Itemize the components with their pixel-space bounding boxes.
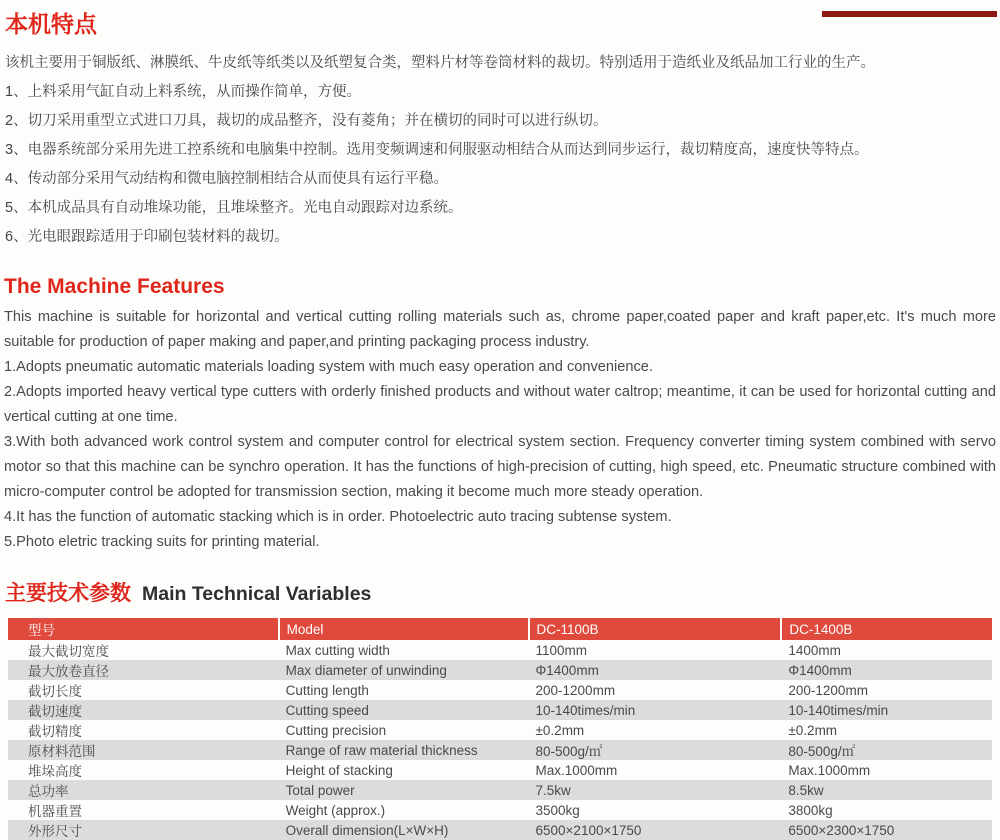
table-row: [8, 740, 992, 760]
spec-value-dc1100b: Φ1400mm: [535, 662, 599, 678]
cn-feature-item: 5、本机成品具有自动堆垛功能，且堆垛整齐。光电自动跟踪对边系统。: [5, 200, 463, 216]
specs-title-en: Main Technical Variables: [142, 583, 372, 605]
table-row: [8, 700, 992, 720]
spec-value-dc1100b: 6500×2100×1750: [535, 822, 642, 838]
table-row: [8, 820, 992, 840]
cn-feature-item: 3、电器系统部分采用先进工控系统和电脑集中控制。选用变频调速和伺服驱动相结合从而达到同步运行，裁切精度高，速度快等特点。: [5, 142, 869, 158]
table-row: [8, 760, 992, 780]
specs-header-model-en: Model: [279, 618, 529, 640]
table-row: [8, 780, 992, 800]
specs-header-dc1400b: DC-1400B: [781, 618, 992, 640]
spec-name-cn: 最大截切宽度: [28, 644, 109, 659]
spec-name-cn: 截切精度: [28, 724, 82, 739]
spec-name-cn: 机器重置: [28, 804, 82, 819]
spec-value-dc1400b: Φ1400mm: [788, 662, 852, 678]
machine-features-cn-section: [5, 49, 995, 252]
cn-feature-item: 4、传动部分采用气动结构和微电脑控制相结合从而使具有运行平稳。: [5, 171, 449, 187]
en-feature-item: 2.Adopts imported heavy vertical type cutters with orderly finished products and without water caltrop; meantime, it can be used for horizontal cutting and vertical cutting at one time.: [4, 384, 996, 425]
spec-name-cn: 最大放卷直径: [28, 664, 109, 679]
spec-value-dc1400b: Max.1000mm: [788, 762, 871, 778]
spec-value-dc1100b: 80-500g/㎡: [535, 744, 603, 759]
specs-header-row: [8, 618, 992, 640]
spec-name-cn: 原材料范围: [28, 744, 96, 759]
spec-value-dc1400b: 80-500g/㎡: [788, 744, 856, 759]
machine-features-en-section: [4, 305, 996, 555]
spec-value-dc1100b: 1100mm: [535, 642, 588, 658]
cn-feature-item: 1、上料采用气缸自动上料系统，从而操作简单，方便。: [5, 84, 362, 100]
specs-header-model-cn: 型号: [8, 618, 279, 640]
specs-section-heading: [5, 581, 995, 606]
spec-name-en: Weight (approx.): [285, 802, 386, 818]
spec-value-dc1100b: 200-1200mm: [535, 682, 616, 698]
en-feature-item: 5.Photo eletric tracking suits for printing material.: [4, 534, 320, 550]
spec-value-dc1400b: 6500×2300×1750: [788, 822, 895, 838]
spec-name-en: Height of stacking: [285, 762, 393, 778]
spec-value-dc1400b: ±0.2mm: [788, 722, 838, 738]
header-accent-bar: [822, 11, 997, 17]
spec-name-cn: 堆垛高度: [28, 764, 82, 779]
spec-value-dc1400b: 1400mm: [788, 642, 841, 658]
spec-name-en: Max cutting width: [285, 642, 390, 658]
table-row: [8, 720, 992, 740]
spec-name-en: Range of raw material thickness: [285, 742, 478, 758]
specs-table: [8, 618, 992, 840]
table-row: [8, 800, 992, 820]
table-row: [8, 680, 992, 700]
cn-feature-item: 6、光电眼跟踪适用于印刷包装材料的裁切。: [5, 229, 289, 245]
spec-value-dc1100b: ±0.2mm: [535, 722, 585, 738]
en-feature-item: 1.Adopts pneumatic automatic materials loading system with much easy operation and convenience.: [4, 359, 653, 375]
cn-intro-paragraph: 该机主要用于铜版纸、淋膜纸、牛皮纸等纸类以及纸塑复合类，塑料片材等卷筒材料的裁切。特别适用于造纸业及纸品加工行业的生产。: [5, 55, 875, 71]
spec-value-dc1100b: 3500kg: [535, 802, 580, 818]
spec-value-dc1400b: 10-140times/min: [788, 702, 889, 718]
spec-name-cn: 外形尺寸: [28, 824, 82, 839]
specs-title-cn: 主要技术参数: [5, 582, 131, 605]
spec-name-en: Max diameter of unwinding: [285, 662, 447, 678]
spec-name-en: Cutting speed: [285, 702, 369, 718]
spec-name-cn: 截切速度: [28, 704, 82, 719]
table-row: [8, 660, 992, 680]
en-feature-item: 3.With both advanced work control system and computer control for electrical system section. Frequency converter timing system combined with servo motor so that this machine can be synchro operation. It has the functions of high-precision of cutting, high speed, etc. Pneumatic structure combined with micro-computer control be adopted for transmission section, making it become much more steady operation.: [4, 434, 996, 500]
specs-header-dc1100b: DC-1100B: [529, 618, 782, 640]
spec-name-cn: 截切长度: [28, 684, 82, 699]
spec-value-dc1400b: 200-1200mm: [788, 682, 868, 698]
spec-name-cn: 总功率: [28, 784, 69, 799]
machine-features-title-en: The Machine Features: [4, 275, 225, 298]
spec-value-dc1100b: 7.5kw: [535, 782, 571, 798]
en-intro-paragraph: This machine is suitable for horizontal and vertical cutting rolling materials such as, chrome paper,coated paper and kraft paper,etc. It's much more suitable for production of paper making and paper,and printing packaging process industry.: [4, 309, 996, 350]
spec-value-dc1100b: Max.1000mm: [535, 762, 618, 778]
spec-value-dc1400b: 3800kg: [788, 802, 833, 818]
spec-name-en: Cutting length: [285, 682, 369, 698]
spec-value-dc1100b: 10-140times/min: [535, 702, 636, 718]
spec-value-dc1400b: 8.5kw: [788, 782, 824, 798]
spec-name-en: Overall dimension(L×W×H): [285, 822, 449, 838]
spec-name-en: Total power: [285, 782, 355, 798]
spec-name-en: Cutting precision: [285, 722, 387, 738]
en-feature-item: 4.It has the function of automatic stacking which is in order. Photoelectric auto tracing subtense system.: [4, 509, 672, 525]
table-row: [8, 640, 992, 660]
cn-feature-item: 2、切刀采用重型立式进口刀具，裁切的成品整齐，没有菱角；并在横切的同时可以进行纵切。: [5, 113, 608, 129]
machine-features-title-cn: 本机特点: [5, 11, 97, 37]
